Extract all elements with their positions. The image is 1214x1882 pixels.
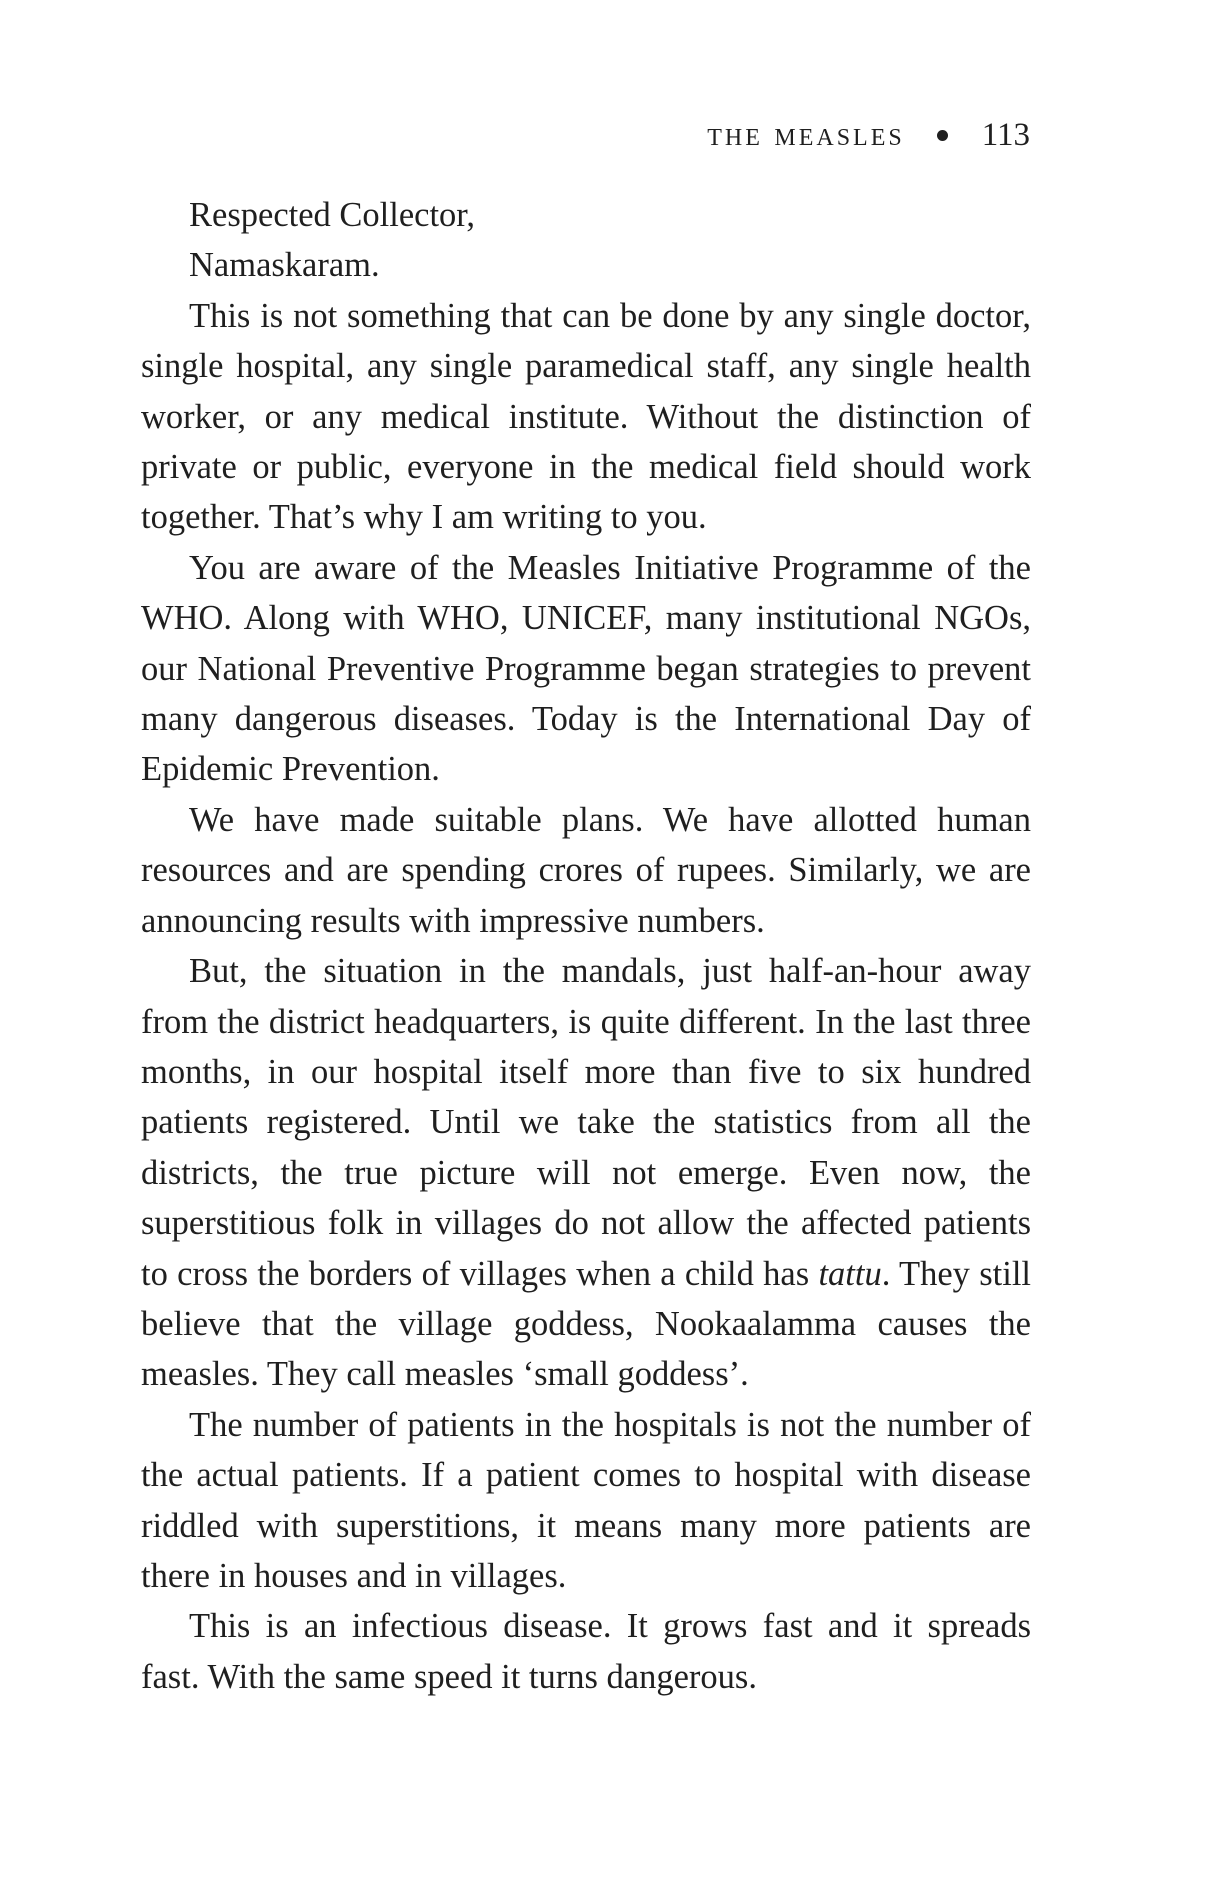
paragraph: [141, 946, 1031, 1400]
page-number: 113: [981, 116, 1030, 153]
paragraph: We have made suitable plans. We have allotted human resources and are spending crores of rupees. Similarly, we are announcing results with impressive numbers.: [141, 800, 1031, 940]
italic-term: tattu: [818, 1254, 882, 1293]
paragraph: This is an infectious disease. It grows fast and it spreads fast. With the same speed it turns dangerous.: [141, 1607, 1031, 1696]
paragraph-text: . They still believe that the village goddess, Nookaalamma causes the measles. They call measles ‘small goddess’.: [141, 1254, 1031, 1394]
paragraph: The number of patients in the hospitals is not the number of the actual patients. If a patient comes to hospital with disease riddled with superstitions, it means many more patients are there in houses and in villages.: [141, 1405, 1031, 1595]
paragraph: You are aware of the Measles Initiative Programme of the WHO. Along with WHO, UNICEF, many institutional NGOs, our National Preventive Programme began strategies to prevent many dangerous diseases. Today is the International Day of Epidemic Prevention.: [141, 548, 1031, 789]
paragraph-text: But, the situation in the mandals, just half-an-hour away from the district headquarters, is quite different. In the last three months, in our hospital itself more than five to six hundred patients registered. Until we take the statistics from all the districts, the true picture will not emerge. Even now, the superstitious folk in villages do not allow the affected patients to cross the borders of villages when a child has: [141, 952, 1031, 1293]
greeting: Namaskaram.: [189, 246, 380, 285]
running-title: the measles: [707, 116, 905, 153]
salutation: Respected Collector,: [189, 196, 476, 234]
running-header: [707, 118, 1030, 152]
bullet-separator-icon: [937, 130, 948, 141]
body-text: [141, 190, 1031, 1702]
paragraph: This is not something that can be done by any single doctor, single hospital, any single paramedical staff, any single health worker, or any medical institute. Without the distinction of private or public, everyone in the medical field should work together. That’s why I am writing to you.: [141, 296, 1031, 537]
